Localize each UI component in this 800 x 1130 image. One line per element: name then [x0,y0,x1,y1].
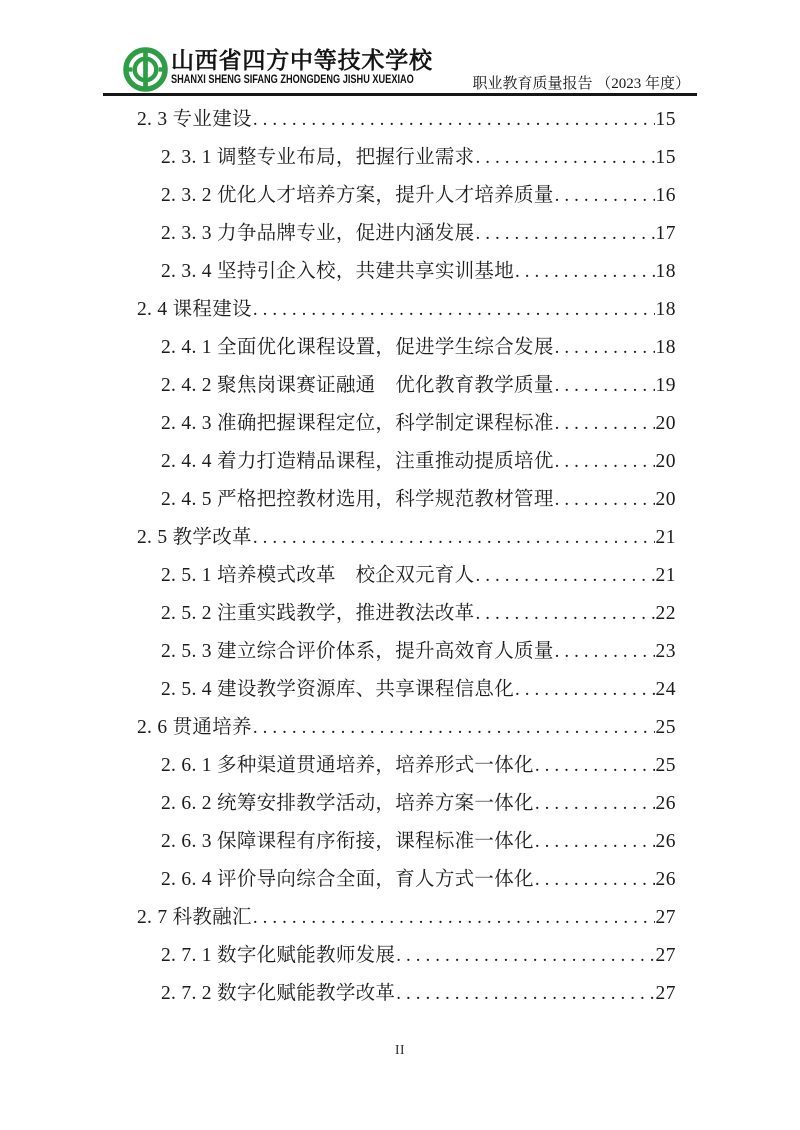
toc-entry-page-number: 24 [655,679,676,700]
toc-entry[interactable] [137,139,676,177]
dot-leader [555,177,655,215]
toc-entry-title: 2. 3. 2 优化人才培养方案，提升人才培养质量 [161,185,554,206]
toc-entry[interactable] [137,709,676,747]
toc-entry[interactable] [137,101,676,139]
toc-entry-title: 2. 7. 1 数字化赋能教师发展 [161,945,396,966]
table-of-contents [137,101,676,1013]
toc-entry-title: 2. 4. 3 准确把握课程定位，科学制定课程标准 [161,413,554,434]
dot-leader [555,405,655,443]
school-name-chinese: 山西省四方中等技术学校 [171,48,433,73]
toc-entry-title: 2. 6. 1 多种渠道贯通培养，培养形式一体化 [161,755,534,776]
dot-leader [555,481,655,519]
toc-entry-title: 2. 7. 2 数字化赋能教学改革 [161,983,396,1004]
toc-entry-page-number: 20 [655,489,676,510]
toc-entry-title: 2. 6. 4 评价导向综合全面，育人方式一体化 [161,869,534,890]
toc-entry-title: 2. 5 教学改革 [137,527,252,548]
toc-entry-page-number: 18 [655,261,676,282]
dot-leader [555,443,655,481]
toc-entry[interactable] [137,975,676,1013]
toc-entry[interactable] [137,443,676,481]
toc-entry-title: 2. 3. 4 坚持引企入校，共建共享实训基地 [161,261,515,282]
toc-entry[interactable] [137,633,676,671]
toc-entry[interactable] [137,405,676,443]
toc-entry-page-number: 17 [655,223,676,244]
toc-entry[interactable] [137,671,676,709]
toc-entry-page-number: 15 [655,147,676,168]
toc-entry-page-number: 16 [655,185,676,206]
toc-entry-title: 2. 4 课程建设 [137,299,252,320]
toc-entry[interactable] [137,937,676,975]
dot-leader [253,519,655,557]
footer-page-number: II [395,1042,405,1057]
dot-leader [475,595,654,633]
toc-entry-title: 2. 6 贯通培养 [137,717,252,738]
toc-entry-title: 2. 6. 2 统筹安排教学活动，培养方案一体化 [161,793,534,814]
dot-leader [475,139,654,177]
dot-leader [535,747,655,785]
toc-entry-title: 2. 5. 2 注重实践教学，推进教法改革 [161,603,475,624]
toc-entry-page-number: 25 [655,717,676,738]
toc-entry-page-number: 18 [655,299,676,320]
toc-entry-page-number: 27 [655,945,676,966]
dot-leader [555,633,655,671]
dot-leader [253,101,655,139]
toc-entry-page-number: 26 [655,831,676,852]
dot-leader [535,861,655,899]
toc-entry[interactable] [137,899,676,937]
toc-entry-page-number: 21 [655,527,676,548]
toc-entry-title: 2. 7 科教融汇 [137,907,252,928]
toc-entry[interactable] [137,823,676,861]
toc-entry[interactable] [137,595,676,633]
dot-leader [535,785,655,823]
toc-entry[interactable] [137,557,676,595]
dot-leader [555,367,655,405]
dot-leader [253,709,655,747]
dot-leader [253,291,655,329]
toc-entry[interactable] [137,747,676,785]
toc-entry-page-number: 26 [655,869,676,890]
dot-leader [515,671,654,709]
toc-entry-page-number: 20 [655,413,676,434]
dot-leader [535,823,655,861]
toc-entry[interactable] [137,367,676,405]
toc-entry[interactable] [137,253,676,291]
school-name-pinyin: SHANXI SHENG SIFANG ZHONGDENG JISHU XUEXIAO [171,74,414,86]
dot-leader [396,975,654,1013]
toc-entry[interactable] [137,215,676,253]
toc-entry-page-number: 27 [655,983,676,1004]
dot-leader [515,253,654,291]
toc-entry-page-number: 15 [655,109,676,130]
school-logo-icon [122,46,169,93]
toc-entry-page-number: 26 [655,793,676,814]
dot-leader [396,937,654,975]
toc-entry-page-number: 19 [655,375,676,396]
toc-entry-page-number: 23 [655,641,676,662]
page-header [0,0,800,100]
toc-entry-title: 2. 4. 2 聚焦岗课赛证融通 优化教育教学质量 [161,375,554,396]
report-title: 职业教育质量报告 （2023 年度） [472,76,690,92]
dot-leader [475,557,654,595]
toc-entry-title: 2. 5. 1 培养模式改革 校企双元育人 [161,565,475,586]
toc-entry[interactable] [137,177,676,215]
toc-entry[interactable] [137,291,676,329]
toc-entry-page-number: 25 [655,755,676,776]
toc-entry-page-number: 22 [655,603,676,624]
dot-leader [253,899,655,937]
toc-entry[interactable] [137,329,676,367]
toc-entry[interactable] [137,481,676,519]
toc-entry-title: 2. 3. 1 调整专业布局，把握行业需求 [161,147,475,168]
toc-entry-title: 2. 4. 1 全面优化课程设置，促进学生综合发展 [161,337,554,358]
toc-entry-page-number: 27 [655,907,676,928]
header-divider [103,93,697,96]
dot-leader [555,329,655,367]
toc-entry-page-number: 18 [655,337,676,358]
toc-entry[interactable] [137,519,676,557]
toc-entry-title: 2. 5. 3 建立综合评价体系，提升高效育人质量 [161,641,554,662]
toc-entry-title: 2. 4. 5 严格把控教材选用，科学规范教材管理 [161,489,554,510]
toc-entry-page-number: 21 [655,565,676,586]
toc-entry-title: 2. 6. 3 保障课程有序衔接，课程标准一体化 [161,831,534,852]
toc-entry-title: 2. 4. 4 着力打造精品课程，注重推动提质培优 [161,451,554,472]
toc-entry[interactable] [137,861,676,899]
toc-entry-title: 2. 5. 4 建设教学资源库、共享课程信息化 [161,679,515,700]
toc-entry[interactable] [137,785,676,823]
toc-entry-page-number: 20 [655,451,676,472]
dot-leader [475,215,654,253]
toc-entry-title: 2. 3. 3 力争品牌专业，促进内涵发展 [161,223,475,244]
toc-entry-title: 2. 3 专业建设 [137,109,252,130]
